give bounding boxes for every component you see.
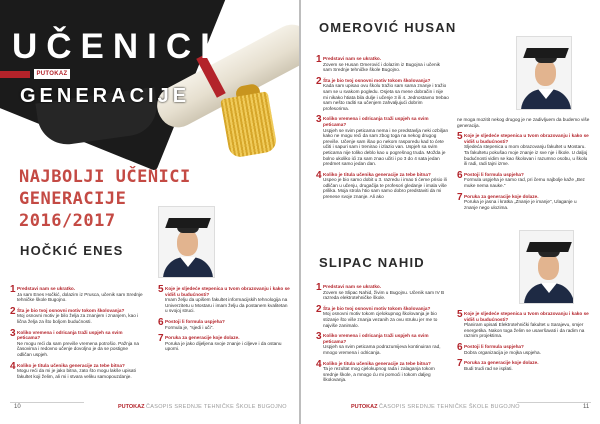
question-number: 6 xyxy=(158,316,164,328)
qa-item xyxy=(457,169,590,189)
red-accent-bar xyxy=(0,71,30,78)
page-footer xyxy=(0,403,299,412)
left-page xyxy=(0,0,299,424)
question-number: 1 xyxy=(316,54,322,65)
question-text: Postoji li formula uspjeha? xyxy=(165,318,225,324)
question-number: 4 xyxy=(316,358,322,370)
qa-item xyxy=(316,116,449,166)
question-text: Šta je bio tvoj osnovni motiv tokom školovanja? xyxy=(323,305,431,311)
answer-text: Poruka je jasna i kratka „Znanje je imanje”, Ulaganje u znanje nego ulozima. xyxy=(464,199,577,210)
qa-item xyxy=(316,333,449,355)
question-number: 3 xyxy=(316,114,322,126)
question-text: Koliko vremena i odricanja traži uspjeh sa svim peticama? xyxy=(323,333,429,344)
magazine-badge: PUTOKAZ xyxy=(34,69,70,79)
qa-item xyxy=(316,75,449,112)
qa-item xyxy=(457,360,590,371)
footer-subtitle: ČASOPIS SREDNJE TEHNIČKE ŠKOLE BUGOJNO xyxy=(146,404,287,410)
question-text: Predstavi nam se ukratko. xyxy=(323,56,382,61)
qa-item xyxy=(457,311,590,339)
answer-text: Sljedeća stepenica u mom obrazovanju fakultet u Mostaru. Ta fakultetu pokušao moje znanje iz sve nje i škole. U daljoj budućnosti vidim se kao školovan i razumno osobu, u školu ili radi, radi tajni izme. xyxy=(464,144,588,167)
question-number: 5 xyxy=(158,284,164,295)
qa-column-2 xyxy=(457,311,590,376)
qa-item xyxy=(158,335,291,352)
tassel-icon xyxy=(220,91,278,158)
question-text: Šta je bio tvoj osnovni motiv tokom školovanja? xyxy=(17,307,125,313)
qa-item xyxy=(10,360,143,380)
student-name: SLIPAC NAHID xyxy=(319,255,425,270)
graduation-header-image xyxy=(0,0,299,150)
qa-column-2 xyxy=(158,286,291,357)
qa-item xyxy=(10,286,143,303)
student-name: OMEROVIĆ HUSAN xyxy=(319,20,457,35)
question-text: Koje je sljedeće stepenica u tvom obrazovanju i kako se vidiš u budućnosti? xyxy=(165,286,290,297)
section-title-top: UČENICI xyxy=(12,27,219,66)
qa-column-2 xyxy=(457,117,590,215)
question-number: 5 xyxy=(457,131,463,143)
qa-item xyxy=(316,284,449,301)
qa-item xyxy=(10,327,143,358)
question-text: Šta je bio tvoj osnovni motiv tokom školovanja? xyxy=(323,77,431,83)
qa-item xyxy=(316,303,449,328)
qa-item xyxy=(457,133,590,167)
question-text: Koje je sljedeće stepenica u tvom obrazovanju i kako se vidiš u budućnosti? xyxy=(464,311,589,322)
question-number: 6 xyxy=(457,169,463,181)
qa-item xyxy=(10,305,143,325)
question-text: Koliko je titula učenika generacije za tebe bitna? xyxy=(323,360,431,366)
student-photo xyxy=(516,36,572,110)
page-footer xyxy=(301,403,600,412)
footer-brand: PUTOKAZ xyxy=(118,404,145,410)
footer-brand: PUTOKAZ xyxy=(351,404,378,410)
answer-text: Moj osnovni motiv je bilo želja za znanjem i znanjem, kao i lična želja za što boljom budućnosti. xyxy=(17,313,139,324)
right-page xyxy=(301,0,600,424)
qa-item xyxy=(457,191,590,211)
question-text: Poruka za generacije koje dolaze. xyxy=(464,360,539,366)
question-number: 6 xyxy=(457,341,463,353)
qa-column-1 xyxy=(316,284,449,388)
answer-text: Ja sam Enes Hočkić, dolazim iz Prusca, učenik sam Srednje tehničke škole Bugojno. xyxy=(17,291,143,303)
question-number: 2 xyxy=(316,303,322,315)
question-number: 7 xyxy=(158,333,164,345)
qa-item xyxy=(316,169,449,200)
footer-subtitle: ČASOPIS SREDNJE TEHNIČKE ŠKOLE BUGOJNO xyxy=(379,404,520,410)
question-text: Koje je sljedeće stepenica u tvom obrazovanju i kako se vidiš u budućnosti? xyxy=(464,133,589,144)
answer-text: Ta je rezultat mog cjelokupnog rada i zalaganja tokom srednje škole, a mnogo ću mi pomoći i tokom daljeg školovanja. xyxy=(323,366,435,383)
question-number: 7 xyxy=(457,358,463,370)
question-text: Predstavi nam se ukratko. xyxy=(17,286,76,291)
answer-text: Ne mogu reći da sam previše vremena potrošio. Pažnja na časovima i redovno učenje dovoljno je da se postigne odličan uspjeh. xyxy=(17,340,139,357)
answer-text: Dobra organizacija je mojka uspjeha. xyxy=(464,349,541,355)
section-title-bottom: GENERACIJE xyxy=(20,85,191,107)
qa-item xyxy=(316,358,449,383)
question-text: Koliko vremena i odricanja traži uspjeh sa svim peticama? xyxy=(323,116,429,127)
question-text: Poruka za generacije koje dolaze. xyxy=(165,335,240,341)
answer-text: Mogu reći da mi je jako bitna, zato što mogu lakše upisati fakultet koji želim, ali mi i stvara veliku samopouzdanje. xyxy=(17,368,136,379)
qa-item xyxy=(158,316,291,330)
answer-text: Uspjeh sa svim peticama podrazumijeva kontinuiran rad, mnogo vremena i odricanja. xyxy=(323,344,441,355)
qa-item xyxy=(457,341,590,355)
question-number: 4 xyxy=(316,169,322,181)
answer-text: Budi trudi rad se isplati. xyxy=(464,365,513,371)
question-number: 2 xyxy=(10,305,16,317)
answer-text: Planiram upisati Elektrotehnički fakultet u Sarajevu, smjer energetika. Nakon toga želim se usavršavati i da radim na raznim projektima. xyxy=(464,322,585,339)
answer-text: Formula je, "sjedi i uči". xyxy=(165,324,214,330)
question-text: Postoji li formula uspjeha? xyxy=(464,171,524,177)
page-number: 11 xyxy=(583,404,590,410)
qa-item xyxy=(316,56,449,73)
question-number: 4 xyxy=(10,360,16,372)
answer-text: Poruka je jako dijeljena svoje znanje i ciljeve i da ostanu uporni. xyxy=(165,340,282,352)
student-photo xyxy=(519,230,574,304)
student-photo xyxy=(158,206,215,278)
article-headline: NAJBOLJI UČENICI GENERACIJE 2016/2017 xyxy=(19,167,191,231)
question-text: Poruka za generacije koje dolaze. xyxy=(464,193,539,199)
answer-text: Zovem se Husan Omerović i dolazim iz Bugojna i učenik sam Srednje tehničke škole Bugojno. xyxy=(323,61,440,73)
question-number: 3 xyxy=(10,327,16,339)
question-text: Postoji li formula uspjeha? xyxy=(464,343,524,349)
answer-text: Zovem se Slipac Nahid, živim u Bugojnu. Učenik sam IV B razreda elektrotehničke škole. xyxy=(323,289,445,301)
answer-text: Moj osnovni motiv tokom cjelokupnog školovanja je bio stizanje što više znanja vezanih za ovu struku jer me to najviše zanimalo. xyxy=(323,311,438,328)
question-text: Koliko je titula učenika generacije za tebe bitna? xyxy=(323,171,431,177)
question-text: Koliko je titula učenika generacije za tebe bitna? xyxy=(17,362,125,368)
question-number: 2 xyxy=(316,75,322,87)
question-number: 1 xyxy=(10,284,16,295)
answer-text: Uspeo je bio samo dobit u 3. razredu i imao ti ćeme prisio ili odličan u učenju, drugačija te profesori gledanje i imala više prilika. Moja strola htio sam samo dobro predstaviti da mi prenese svoje znanje. Ali ako xyxy=(323,177,447,200)
question-number: 7 xyxy=(457,191,463,203)
answer-text: Kada sam upisao ovu školu tražio sam sama znanje i tražio sam se u svakom pogledu. Osjeta sa mene dobračin i nije mi nikako htiata bila dulje i učenje 3 ili 4. Jednostavno trebao sam nešto raditi sa učenjem zahvaljujući dobrim profesorima. xyxy=(323,83,449,111)
question-number: 5 xyxy=(457,309,463,320)
continued-answer: ne moga mozitit nekog drugog je ne zadivljuem da budemo više generacija. xyxy=(457,117,590,128)
qa-column-1 xyxy=(10,286,143,384)
answer-text: Uspjeh se svim peticama nema i ne predstavlja neki ozbiljan kako ne mogu reći da sam zbog toga na nekog drugog previše. Učenje sam išao po nekom rasporedu kad to ćete učiti i sapuri sam i trenirao i izlazio van. Uspjeh sa svim peticama nije toliko deblo kao u pogrešnog truda. Možda je bolno ukoliko ići za sam znao učiti i po 3 do 4 sata jedan predmet samo jedan dan. xyxy=(323,127,449,167)
student-name: HOČKIĆ ENES xyxy=(20,243,124,258)
question-number: 1 xyxy=(316,282,322,293)
answer-text: Formula uspjeha je samo rad, pri čemu najbolje kaže „Bez muke nema nauke.” xyxy=(464,177,585,188)
qa-item xyxy=(158,286,291,314)
question-text: Koliko vremena i odricanja traži uspjeh sa svim peticama? xyxy=(17,329,123,341)
question-text: Predstavi nam se ukratko. xyxy=(323,284,382,289)
qa-column-1 xyxy=(316,56,449,205)
answer-text: Imam želju da upišem fakultet informacijskih tehnologija na Univerzitetu u Mostaru i imam želju da postanem kvalitetan u svojoj struci. xyxy=(165,297,288,314)
page-number: 10 xyxy=(14,404,21,410)
question-number: 3 xyxy=(316,331,322,343)
